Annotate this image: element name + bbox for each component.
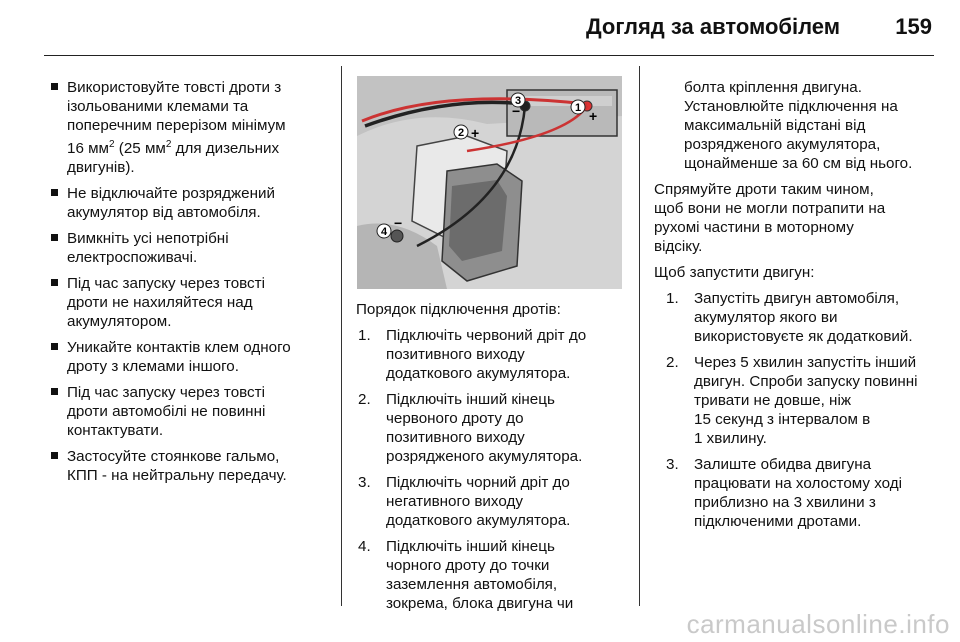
minus-sign: −	[512, 103, 521, 119]
list-item: Використовуйте товсті дроти з ізольованими клемами та поперечним перерізом мінімум 16 $мм^2$ (25 $мм^2$ для дизельних двигунів).	[50, 78, 324, 177]
list-item: Вимкніть усі непотрібні електроспоживачі.	[50, 229, 324, 267]
list-item-continuation: болта кріплення двигуна. Установлюйте підключення на максимальній відстані від розрядженого акумулятора, щонайменше за 60 см від нього.	[684, 79, 913, 172]
plus-sign: +	[589, 108, 598, 124]
list-item: Під час запуску через товсті дроти не нахиляйтеся над акумулятором.	[50, 274, 324, 331]
cross-section-line: 16 $мм^2$ (25 $мм^2$ для дизельних	[67, 139, 280, 158]
list-item: 3. Підключіть чорний дріт до негативного виходу додаткового акумулятора.	[358, 474, 571, 529]
list-item: 2. Через 5 хвилин запустіть інший двигун. Спроби запуску повинні тривати не довше, ніж 15 секунд з інтервалом в 1 хвилину.	[666, 354, 918, 447]
header-rule	[44, 55, 934, 56]
callout-1: 1	[574, 102, 582, 114]
column-middle	[356, 300, 626, 620]
column-left	[50, 78, 324, 492]
minus-sign: −	[394, 215, 403, 231]
engine-bay-drawing	[357, 76, 622, 289]
list-item: Не відключайте розряджений акумулятор від автомобіля.	[50, 184, 324, 222]
callout-2: 2	[457, 127, 465, 139]
list-item: 1. Підключіть червоний дріт до позитивного виходу додаткового акумулятора.	[358, 327, 587, 382]
list-item: 3. Залиште обидва двигуна працювати на холостому ході приблизно на 3 хвилини з підключеними дротами.	[666, 456, 902, 530]
watermark: carmanualsonline.info	[686, 609, 950, 639]
list-item: Уникайте контактів клем одного дроту з клемами іншого.	[50, 338, 324, 376]
connection-order-intro: Порядок підключення дротів:	[356, 301, 561, 318]
list-item: 1. Запустіть двигун автомобіля, акумулятор якого ви використовуєте як додатковий.	[666, 290, 913, 345]
routing-paragraph: Спрямуйте дроти таким чином, щоб вони не могли потрапити на рухомі частини в моторному відсіку.	[654, 181, 886, 255]
column-right	[654, 78, 928, 538]
page-title: Догляд за автомобілем	[585, 14, 840, 39]
list-item: 4. Підключіть інший кінець чорного дроту до точки заземлення автомобіля, зокрема, блока двигуна чи	[358, 538, 574, 612]
column-divider	[639, 66, 640, 606]
list-item: Застосуйте стоянкове гальмо, КПП - на нейтральну передачу.	[50, 447, 324, 485]
start-engine-intro: Щоб запустити двигун:	[654, 264, 815, 281]
plus-sign: +	[471, 125, 480, 141]
column-divider	[341, 66, 342, 606]
page-number: 159	[895, 14, 932, 39]
callout-4: 4	[380, 226, 388, 238]
page-header	[0, 14, 960, 46]
callout-3: 3	[514, 95, 522, 107]
list-item: 2. Підключіть інший кінець червоного дроту до позитивного виходу розрядженого акумулятора.	[358, 391, 583, 465]
jump-start-illustration	[357, 76, 622, 289]
list-item: Під час запуску через товсті дроти автомобілі не повинні контактувати.	[50, 383, 324, 440]
